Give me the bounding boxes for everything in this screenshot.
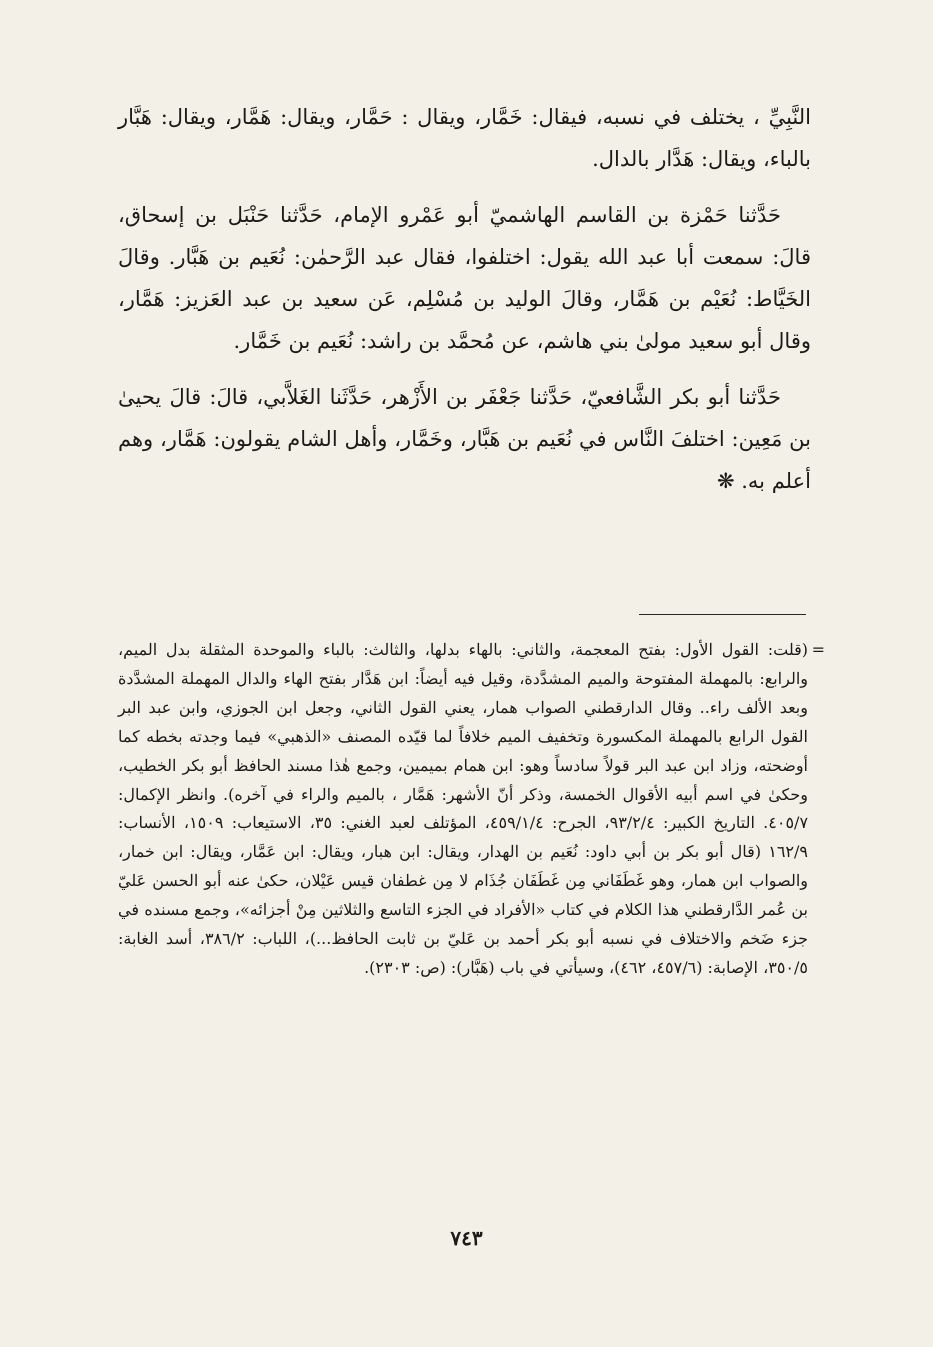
paragraph-2: حَدَّثنا حَمْزة بن القاسم الهاشميّ أبو عَمْرو الإمام، حَدَّثنا حَنْبَل بن إسحاق، قالَ: سمعت أبا عبد الله يقول: اختلفوا، فقال عبد الرَّحمٰن: نُعَيم بن هَبَّار. وقالَ الخَيَّاط: نُعَيْم بن هَمَّار، وقالَ الوليد بن مُسْلِم، عَن سعيد بن عبد العَزيز: هَمَّار، وقال أبو سعيد مولىٰ بني هاشم، عن مُحمَّد بن راشد: نُعَيم بن خَمَّار. [118, 203, 811, 353]
page-number: ٧٤٣ [450, 1226, 483, 1250]
footnote [118, 636, 825, 983]
main-text [118, 96, 811, 516]
footnote-separator [639, 614, 806, 615]
footnote-continuation-marker: = [811, 640, 825, 659]
paragraph-3: حَدَّثنا أبو بكر الشَّافعيّ، حَدَّثنا جَعْفَر بن الأَزْهر، حَدَّثَنا الغَلاَّبي، قالَ: قالَ يحيىٰ بن مَعِين: اختلفَ النَّاس في نُعَيم بن هَبَّار، وخَمَّار، وأهل الشام يقولون: هَمَّار، وهم أعلم به. ❋ [118, 385, 811, 493]
footnote-text: (قلت: القول الأول: بفتح المعجمة، والثاني: بالهاء بدلها، والثالث: بالباء والموحدة المثقلة بدل الميم، والرابع: بالمهملة المفتوحة والميم المشدَّدة، وقيل فيه أيضاً: ابن هَدَّار بفتح الهاء والدال المهملة المشدَّدة وبعد الألف راء.. وقال الدارقطني الصواب همار، يعني القول الثاني، وجعل ابن الجوزي، وابن عبد البر القول الرابع بالمهملة المكسورة وتخفيف الميم خلافاً لما قيّده المصنف «الذهبي» فيما وجدته بخطه كما أوضحته، وزاد ابن عبد البر قولاً سادساً وهو: ابن همام بميمين، وجمع هٰذا مسند الحافظ أبو بكر الخطيب، وحكىٰ في اسم أبيه الأقوال الخمسة، وذكر أنّ الأشهر: هَمَّار ، بالميم والراء في آخره). وانظر الإكمال: ٤٠٥/٧. التاريخ الكبير: ٩٣/٢/٤، الجرح: ٤٥٩/١/٤، المؤتلف لعبد الغني: ٣٥، الاستيعاب: ١٥٠٩، الأنساب: ١٦٢/٩ (قال أبو بكر بن أبي داود: نُعَيم بن الهدار، ويقال: ابن هبار، ويقال: ابن عَمَّار، ويقال: ابن خمار، والصواب ابن همار، وهو غَطَفَاني مِن غَطَفَان جُذَام لا مِن غطفان قيس عَيْلان، حكىٰ عنه أبو الحسن عَليّ بن عُمر الدَّارقطني هذا الكلام في كتاب «الأفراد في الجزء التاسع والثلاثين مِنْ أجزائه»، وجمع مسنده في جزء ضَخم والاختلاف في نسبه أبو بكر أحمد بن عَليّ بن ثابت الحافظ...)، اللباب: ٣٨٦/٢، أسد الغابة: ٣٥٠/٥، الإصابة: (٤٥٧/٦، ٤٦٢)، وسيأتي في باب (هَبَّار): (ص: ٢٣٠٣). [118, 640, 809, 977]
paragraph-1: النَّبِيِّ ، يختلف في نسبه، فيقال: خَمَّار، ويقال : حَمَّار، ويقال: هَمَّار، ويقال: هَبَّار بالباء، ويقال: هَدَّار بالدال. [118, 105, 811, 171]
